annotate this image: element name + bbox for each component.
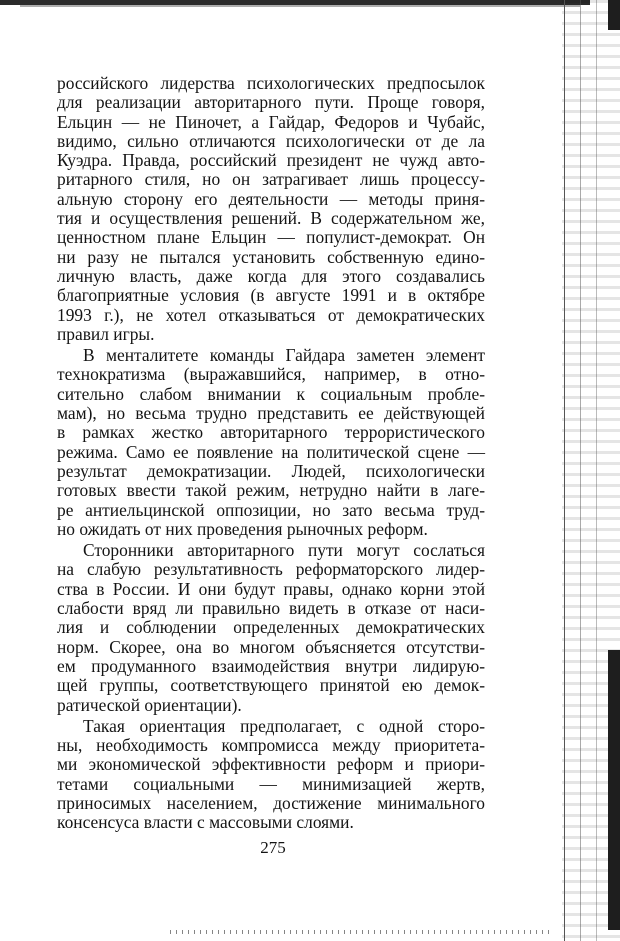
text-line: В менталитете команды Гайдара заметен элемент xyxy=(83,345,485,366)
text-line: в рамках жестко авторитарного террористического xyxy=(57,422,485,443)
text-line: технократизма (выражавшийся, например, в отно- xyxy=(57,364,485,385)
text-line: но ожидать от них проведения рыночных реформ. xyxy=(57,518,428,539)
text-line: результат демократизации. Людей, психологически xyxy=(57,460,485,481)
text-line: Ельцин — не Пиночет, а Гайдар, Федоров и Чубайс, xyxy=(57,111,485,132)
text-line: ни разу не пытался установить собственную едино- xyxy=(57,246,485,267)
scan-bottom-edge xyxy=(170,930,550,934)
text-line: режима. Само ее появление на политической сцене — xyxy=(57,441,485,462)
text-line: правил игры. xyxy=(57,323,155,344)
text-line: ре антиельцинской оппозиции, но зато весьма труд- xyxy=(57,499,485,520)
text-line: альную сторону его деятельности — методы приня- xyxy=(57,188,485,209)
text-line: на слабую результативность реформаторского лидер- xyxy=(57,559,485,580)
scan-margin-line xyxy=(596,0,597,941)
text-line: Такая ориентация предполагает, с одной сторо- xyxy=(83,715,485,736)
text-line: мам), но весьма трудно представить ее действующей xyxy=(57,403,485,424)
text-line: слабости вряд ли правильно видеть в отказе от наси- xyxy=(57,598,485,619)
page-number: 275 xyxy=(260,838,286,857)
text-line: ми экономической эффективности реформ и приори- xyxy=(57,754,485,775)
text-line: консенсуса власти с массовыми слоями. xyxy=(57,812,354,833)
text-line: ритарного стиля, но он затрагивает лишь процессу- xyxy=(57,169,485,190)
scan-top-edge-shadow xyxy=(20,5,580,7)
text-line: ратической ориентации). xyxy=(57,694,242,715)
body-text xyxy=(57,74,485,835)
text-line: Сторонники авторитарного пути могут сослаться xyxy=(83,540,485,561)
scan-margin-dark xyxy=(608,0,620,30)
scan-margin-line xyxy=(580,0,581,941)
text-line: личную власть, даже когда для этого создавались xyxy=(57,265,485,286)
paragraph-2 xyxy=(57,346,485,539)
text-line: российского лидерства психологических предпосылок xyxy=(57,73,485,93)
scan-right-margin xyxy=(562,0,620,941)
text-line: ства в России. И они будут правы, однако корни этой xyxy=(57,578,485,599)
text-line: ценностном плане Ельцин — популист-демократ. Он xyxy=(57,227,485,248)
text-line: видимо, сильно отличаются психологически от де ла xyxy=(57,130,485,151)
text-line: тия и осуществления решений. В содержательном же, xyxy=(57,208,485,229)
paragraph-4 xyxy=(57,717,485,833)
text-line: для реализации авторитарного пути. Проще говоря, xyxy=(57,92,485,113)
text-line: 1993 г.), не хотел отказываться от демократических xyxy=(57,304,485,325)
text-line: ем продуманного взаимодействия внутри лидирую- xyxy=(57,655,485,676)
scan-margin-line xyxy=(564,0,565,941)
scan-margin-dark xyxy=(608,650,620,930)
text-line: тетами социальными — минимизацией жертв, xyxy=(57,773,485,794)
text-line: Куэдра. Правда, российский президент не чужд авто- xyxy=(57,150,485,171)
text-line: норм. Скорее, она во многом объясняется отсутстви- xyxy=(57,636,485,657)
text-line: приносимых населением, достижение минимального xyxy=(57,792,485,813)
text-line: ны, необходимость компромисса между приоритета- xyxy=(57,735,485,756)
text-line: сительно слабом внимании к социальным пробле- xyxy=(57,383,485,404)
text-line: щей группы, соответствующего принятой ею демок- xyxy=(57,675,485,696)
paragraph-1 xyxy=(57,74,485,344)
text-line: благоприятные условия (в августе 1991 и в октябре xyxy=(57,285,485,306)
text-line: лия и соблюдении определенных демократических xyxy=(57,617,485,638)
text-line: готовых ввести такой режим, нетрудно найти в лаге- xyxy=(57,480,485,501)
paragraph-3 xyxy=(57,541,485,715)
